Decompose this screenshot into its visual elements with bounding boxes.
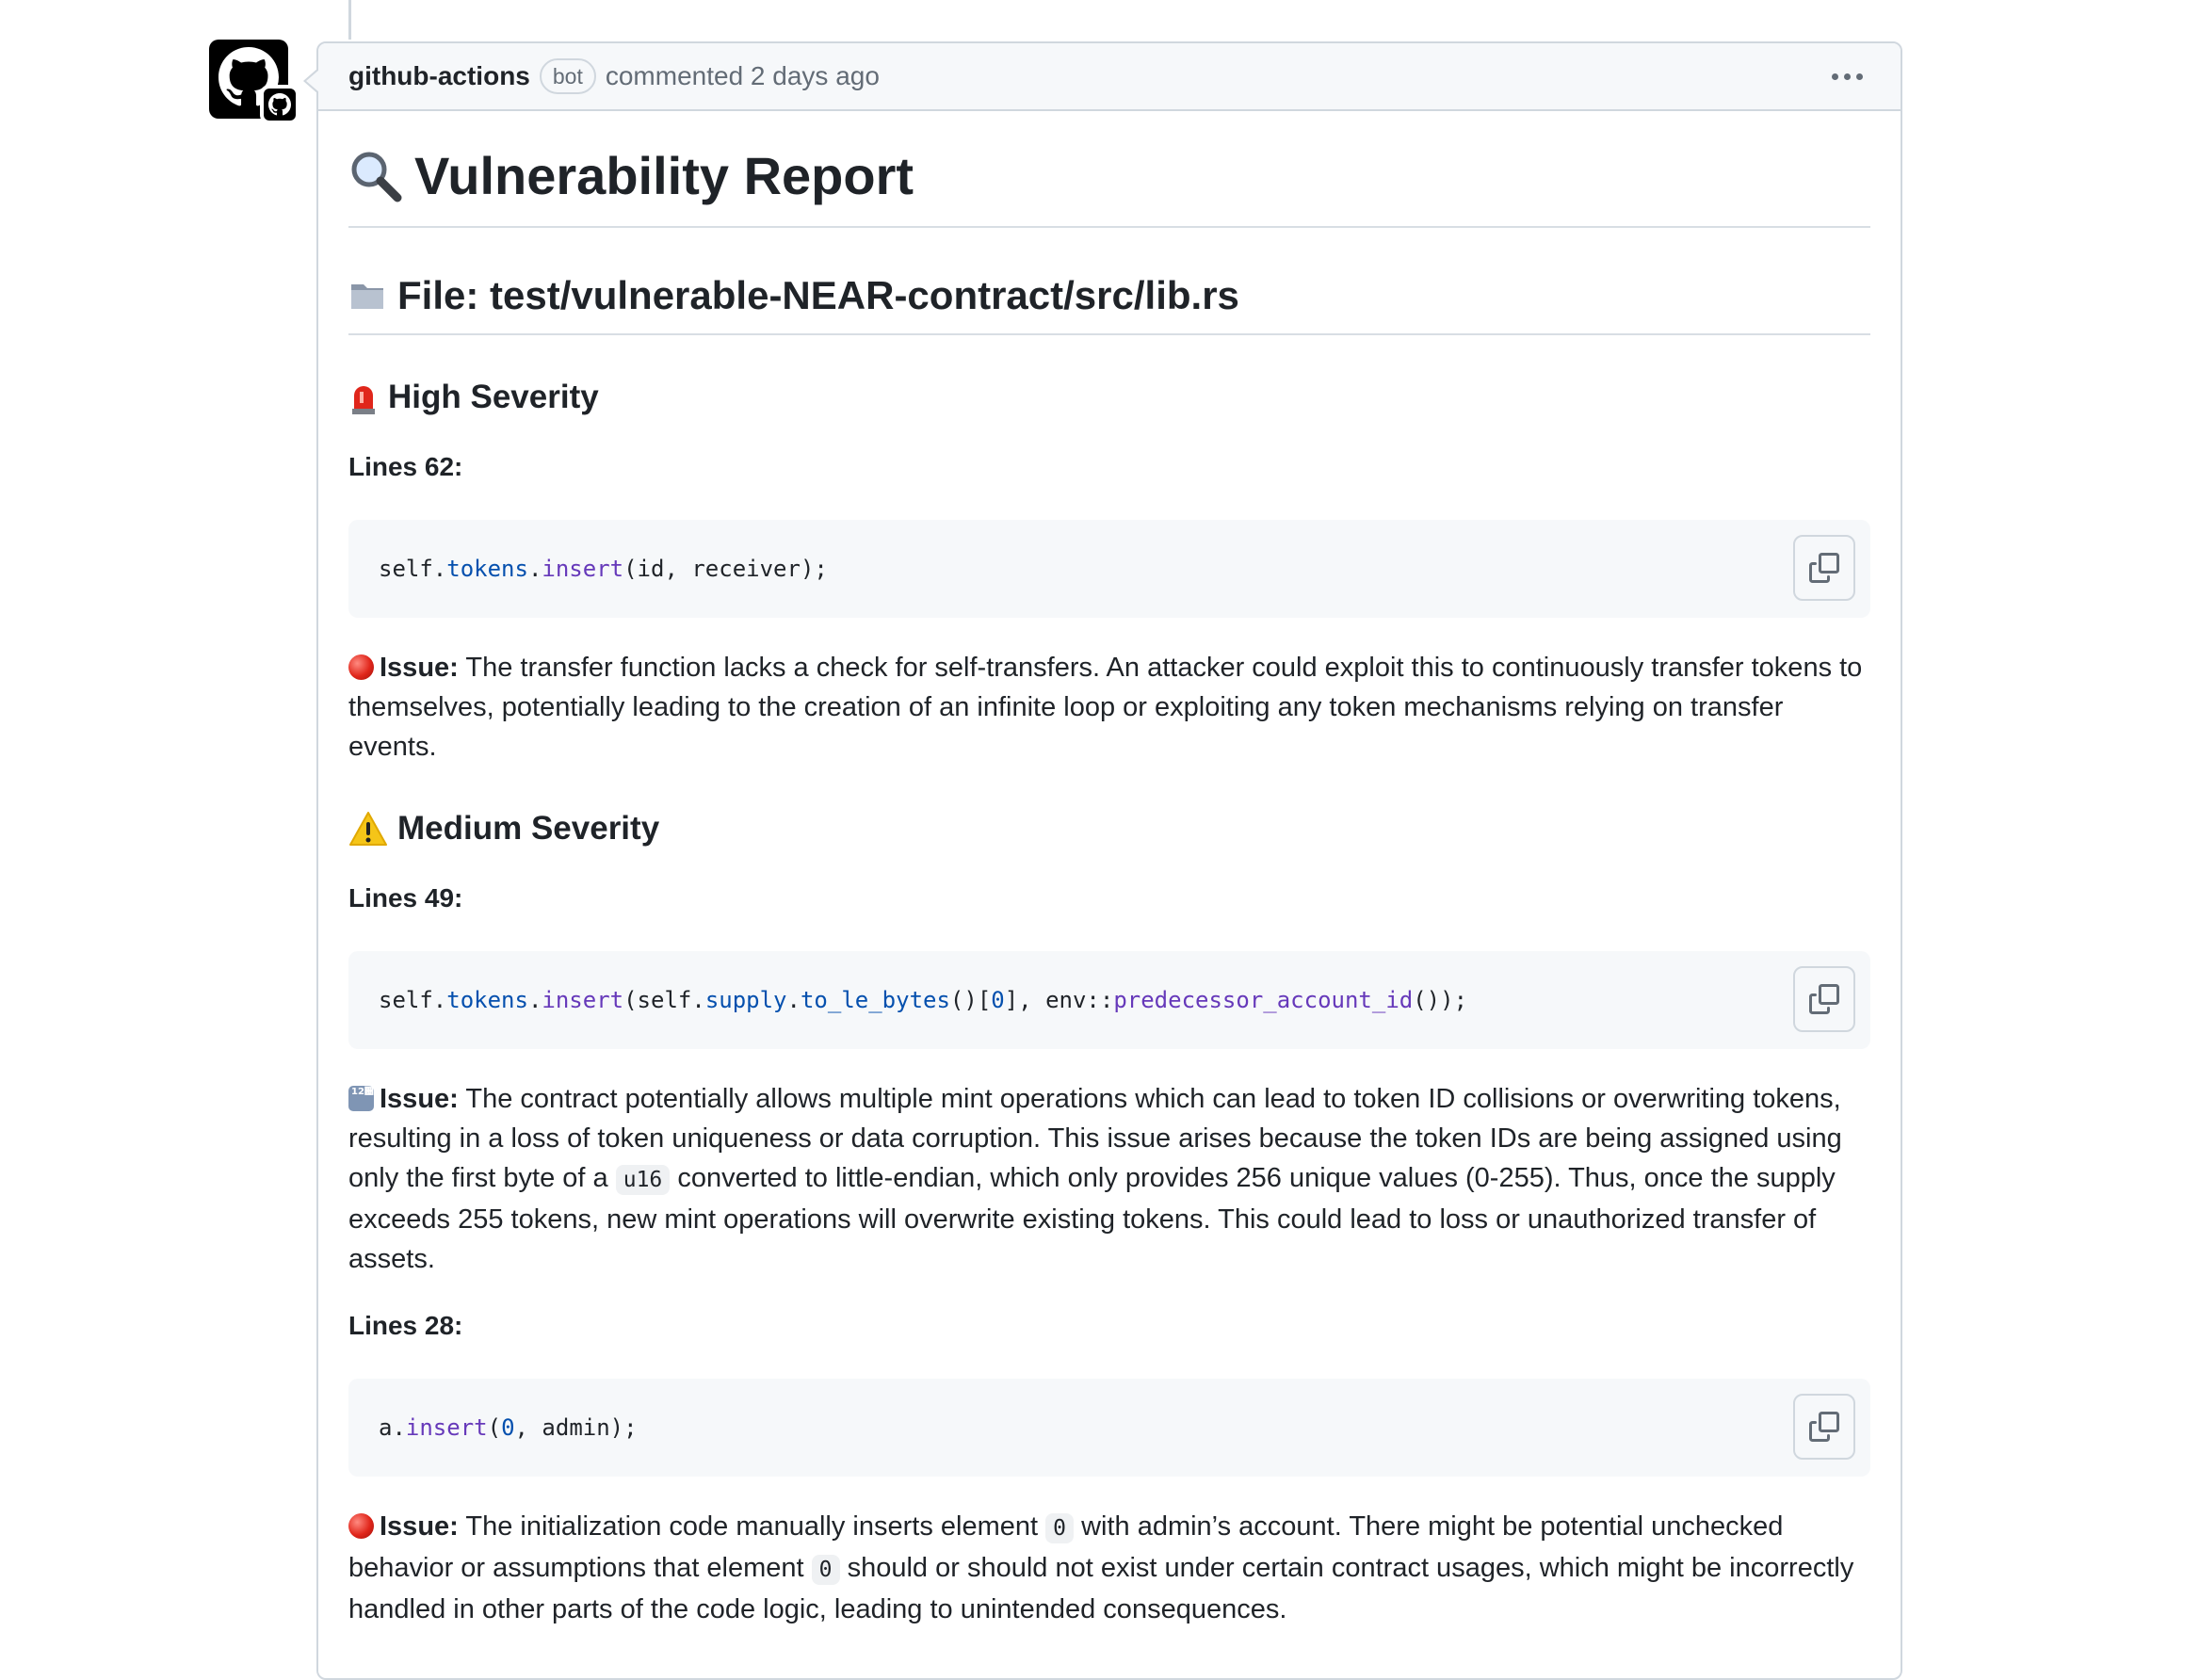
red-circle-emoji bbox=[348, 654, 374, 680]
code-block: a . insert ( 0 , admin); bbox=[348, 1379, 1870, 1477]
comment-header bbox=[318, 43, 1901, 111]
inline-code: 0 bbox=[1045, 1513, 1074, 1543]
bot-label: bot bbox=[540, 58, 596, 94]
issue-label: Issue: bbox=[380, 653, 459, 683]
timeline-line bbox=[348, 0, 351, 40]
magnifying-glass-emoji bbox=[348, 149, 403, 203]
issue-text: The transfer function lacks a check for self-transfers. An attacker could exploit this to continuously transfer tokens to themselves, potentially leading to the creation of an infinite loop or exploiting any token mechanisms relying on transfer events. bbox=[348, 653, 1863, 762]
copy-icon bbox=[1809, 553, 1839, 583]
author-link[interactable]: github-actions bbox=[348, 61, 530, 90]
issue-label: Issue: bbox=[380, 1084, 459, 1114]
avatar[interactable] bbox=[209, 40, 288, 119]
lines-label: Lines 62: bbox=[348, 452, 463, 481]
report-title bbox=[348, 143, 1870, 228]
kebab-horizontal-icon[interactable] bbox=[1824, 66, 1870, 88]
issue-text: converted to little-endian, which only provides 256 unique values (0-255). Thus, once the supply exceeds 255 tokens, new mint operations will overwrite existing tokens. This could lead to loss or unauthorized transfer of assets. bbox=[348, 1163, 1836, 1274]
issue-text: The initialization code manually inserts element bbox=[465, 1511, 1039, 1542]
inline-code: u16 bbox=[616, 1165, 671, 1195]
input-numbers-emoji bbox=[348, 1086, 374, 1111]
comment-body bbox=[318, 143, 1901, 1629]
folder-emoji bbox=[348, 277, 386, 315]
rotating-light-emoji bbox=[348, 380, 379, 414]
severity-label-medium: Medium Severity bbox=[397, 810, 660, 847]
github-mark-icon bbox=[268, 93, 291, 116]
issue-text: The contract potentially allows multiple mint operations which can lead to token ID collisions or overwriting tokens, resulting in a loss of token uniqueness or data corruption. This issue arises because the token IDs are being assigned using only the first byte of a bbox=[348, 1084, 1842, 1193]
file-heading bbox=[348, 269, 1870, 335]
issue-paragraph bbox=[348, 1507, 1870, 1629]
inline-code: 0 bbox=[812, 1555, 840, 1585]
copy-button[interactable] bbox=[1793, 1394, 1855, 1460]
severity-heading-high bbox=[348, 375, 1870, 420]
code-block: self . tokens . insert (id, receiver); bbox=[348, 520, 1870, 618]
lines-label: Lines 49: bbox=[348, 883, 463, 913]
copy-button[interactable] bbox=[1793, 966, 1855, 1032]
issue-label: Issue: bbox=[380, 1511, 459, 1542]
bot-badge bbox=[260, 85, 299, 124]
copy-button[interactable] bbox=[1793, 535, 1855, 601]
warning-emoji bbox=[348, 811, 388, 847]
copy-icon bbox=[1809, 984, 1839, 1014]
issue-paragraph bbox=[348, 648, 1870, 767]
severity-label-high: High Severity bbox=[388, 379, 599, 415]
file-heading-text: File: test/vulnerable-NEAR-contract/src/lib.rs bbox=[397, 273, 1239, 317]
issue-text: with admin’s account. There might be potential unchecked behavior or assumptions that element bbox=[348, 1511, 1784, 1583]
comment-card bbox=[316, 41, 1902, 1680]
code-block: self . tokens . insert (self. supply . to_le_bytes ()[ 0 ], env:: predecessor_account_id ()); bbox=[348, 951, 1870, 1049]
issue-paragraph bbox=[348, 1079, 1870, 1279]
severity-heading-medium bbox=[348, 806, 1870, 851]
comment-meta[interactable]: commented 2 days ago bbox=[605, 61, 880, 90]
issue-text: should or should not exist under certain contract usages, which might be incorrectly handled in other parts of the code logic, leading to unintended consequences. bbox=[348, 1553, 1854, 1624]
red-circle-emoji bbox=[348, 1513, 374, 1539]
lines-label: Lines 28: bbox=[348, 1311, 463, 1340]
report-title-text: Vulnerability Report bbox=[414, 146, 914, 205]
copy-icon bbox=[1809, 1412, 1839, 1442]
